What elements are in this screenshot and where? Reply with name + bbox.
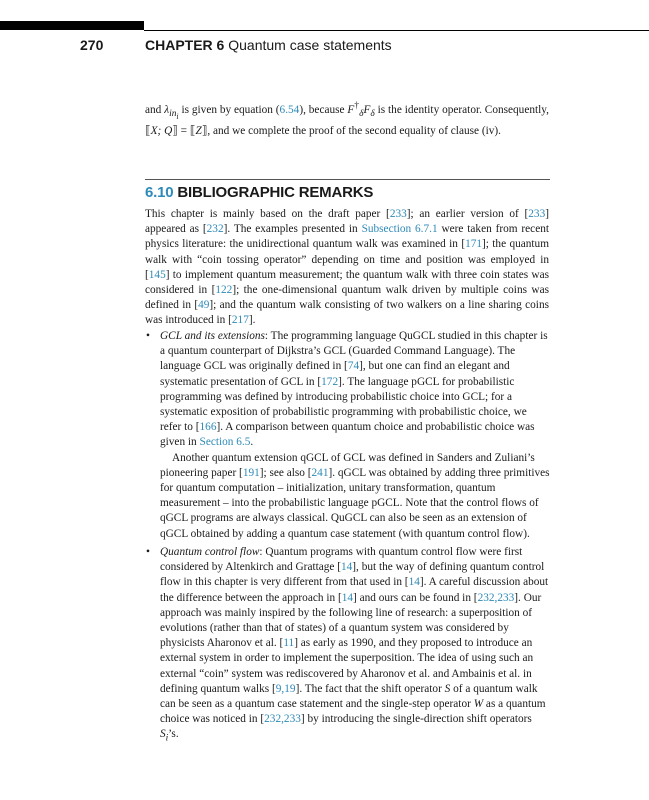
section-link[interactable]: Section 6.5 bbox=[199, 436, 251, 449]
chapter-title: Quantum case statements bbox=[228, 37, 392, 53]
section-heading bbox=[145, 184, 373, 201]
bullet-quantum-control-flow: • Quantum control flow: Quantum programs with quantum control flow were first considered by Altenkirch and Grattage [14], but the way of defining quantum control flow in this chapter is very different from that used in [14]. A careful discussion about the difference between the approach in [14] and ours can be found in [232,233]. Our approach was mainly inspired by the following line of research: a superposition of evolutions (rather than that of states) of a quantum system was considered by physicists Aharonov et al. [11] as early as 1990, and they proposed to introduce an external system in order to implement the superposition. The idea of using such an external “coin” system was rediscovered by Aharonov et al. and Ambainis et al. in defining quantum walks [9,19]. The fact that the shift operator S of a quantum walk can be seen as a quantum case statement and the single-step operator W as a quantum choice was noticed in [232,233] by introducing the single-direction shift operators $S_i’s$. bbox=[146, 546, 549, 744]
bullet-title: Quantum control flow bbox=[160, 546, 260, 558]
citation-link[interactable]: 14 bbox=[341, 561, 353, 574]
citation-link[interactable]: 122 bbox=[215, 284, 233, 297]
equation-link[interactable]: 6.54 bbox=[279, 103, 300, 116]
citation-link[interactable]: 232,233 bbox=[264, 713, 301, 726]
chapter-label: CHAPTER 6 bbox=[145, 37, 225, 53]
citation-link[interactable]: 145 bbox=[148, 268, 166, 281]
citation-link[interactable]: 74 bbox=[347, 360, 360, 373]
citation-link[interactable]: 241 bbox=[311, 466, 329, 479]
citation-link[interactable]: 14 bbox=[408, 576, 420, 589]
section-number: 6.10 bbox=[145, 184, 174, 201]
section-rule bbox=[145, 179, 550, 180]
bullet-subparagraph: Another quantum extension qGCL of GCL was defined in Sanders and Zuliani’s pioneering paper [191]; see also [241]. qGCL was obtained by adding three primitives for quantum computation – initialization, unitary transformation, quantum measurement – into the probabilistic language pGCL. Note that the control flows of qGCL programs are always classical. QuGCL can also be seen as an extension of qGCL obtained by adding a quantum case statement (with quantum control flow). bbox=[160, 451, 550, 540]
citation-link[interactable]: 232 bbox=[206, 223, 224, 236]
bullet-dot: • bbox=[146, 546, 150, 558]
citation-link[interactable]: 233 bbox=[389, 208, 407, 220]
citation-link[interactable]: 217 bbox=[231, 314, 249, 327]
citation-link[interactable]: 49 bbox=[198, 299, 210, 312]
citation-link[interactable]: 171 bbox=[465, 238, 483, 251]
intro-paragraph: and $\lambda_{in_i}$ is given by equation (6.54), because $F^\dagger_\delta F_\delta$ is the identity operator. Consequently, ⟦X; Q⟧ = ⟦Z⟧, and we complete the proof of the second equality of clause (iv). bbox=[145, 101, 550, 138]
citation-link[interactable]: 232,233 bbox=[477, 591, 515, 604]
citation-link[interactable]: 11 bbox=[283, 637, 295, 650]
citation-link[interactable]: 166 bbox=[199, 421, 217, 434]
subsection-link[interactable]: Subsection 6.7.1 bbox=[361, 223, 438, 236]
bibliographic-paragraph: This chapter is mainly based on the draft paper [233]; an earlier version of [233] appeared as [232]. The examples presented in Subsection 6.7.1 were taken from recent physics literature: the unidirectional quantum walk was examined in [171]; the quantum walk with “coin tossing operator” depending on time and position was employed in [145] to implement quantum measurement; the quantum walk with three coin states was considered in [122]; the one-dimensional quantum walk driven by multiple coins was defined in [49]; and the quantum walk consisting of two walkers on a line sharing coins was introduced in [217]. bbox=[145, 208, 549, 327]
citation-link[interactable]: 14 bbox=[341, 591, 354, 604]
bullet-title: GCL and its extensions bbox=[160, 330, 265, 342]
header-bar bbox=[0, 21, 144, 30]
page-number: 270 bbox=[80, 37, 104, 53]
bullet-gcl-extensions: • GCL and its extensions: The programming language QuGCL studied in this chapter is a quantum counterpart of Dijkstra’s GCL (Guarded Command Language). The language GCL was originally defined in [74], but one can find an elegant and systematic presentation of GCL in [172]. The language pGCL for probabilistic programming was defined by introducing probabilistic choice into GCL; for a systematic exposition of probabilistic programming with probabilistic choice, we refer to [166]. A comparison between quantum choice and probabilistic choice was given in Section 6.5. Another quantum extension qGCL of GCL was defined in Sanders and Zuliani’s pioneering paper [191]; see also [241]. qGCL was obtained by adding three primitives for quantum computation – initialization, unitary transformation, quantum measurement – into the probabilistic language pGCL. Note that the control flows of qGCL programs are always classical. QuGCL can also be seen as an extension of qGCL obtained by adding a quantum case statement (with quantum control flow). bbox=[160, 329, 550, 542]
running-header bbox=[0, 37, 649, 55]
header-rule bbox=[144, 30, 649, 31]
chapter-heading bbox=[145, 37, 392, 53]
section-title: BIBLIOGRAPHIC REMARKS bbox=[177, 184, 374, 201]
citation-link[interactable]: 172 bbox=[321, 375, 339, 388]
citation-link[interactable]: 233 bbox=[528, 208, 546, 220]
citation-link[interactable]: 191 bbox=[242, 466, 260, 479]
bullet-dot: • bbox=[146, 330, 150, 342]
citation-link[interactable]: 9,19 bbox=[275, 682, 296, 695]
